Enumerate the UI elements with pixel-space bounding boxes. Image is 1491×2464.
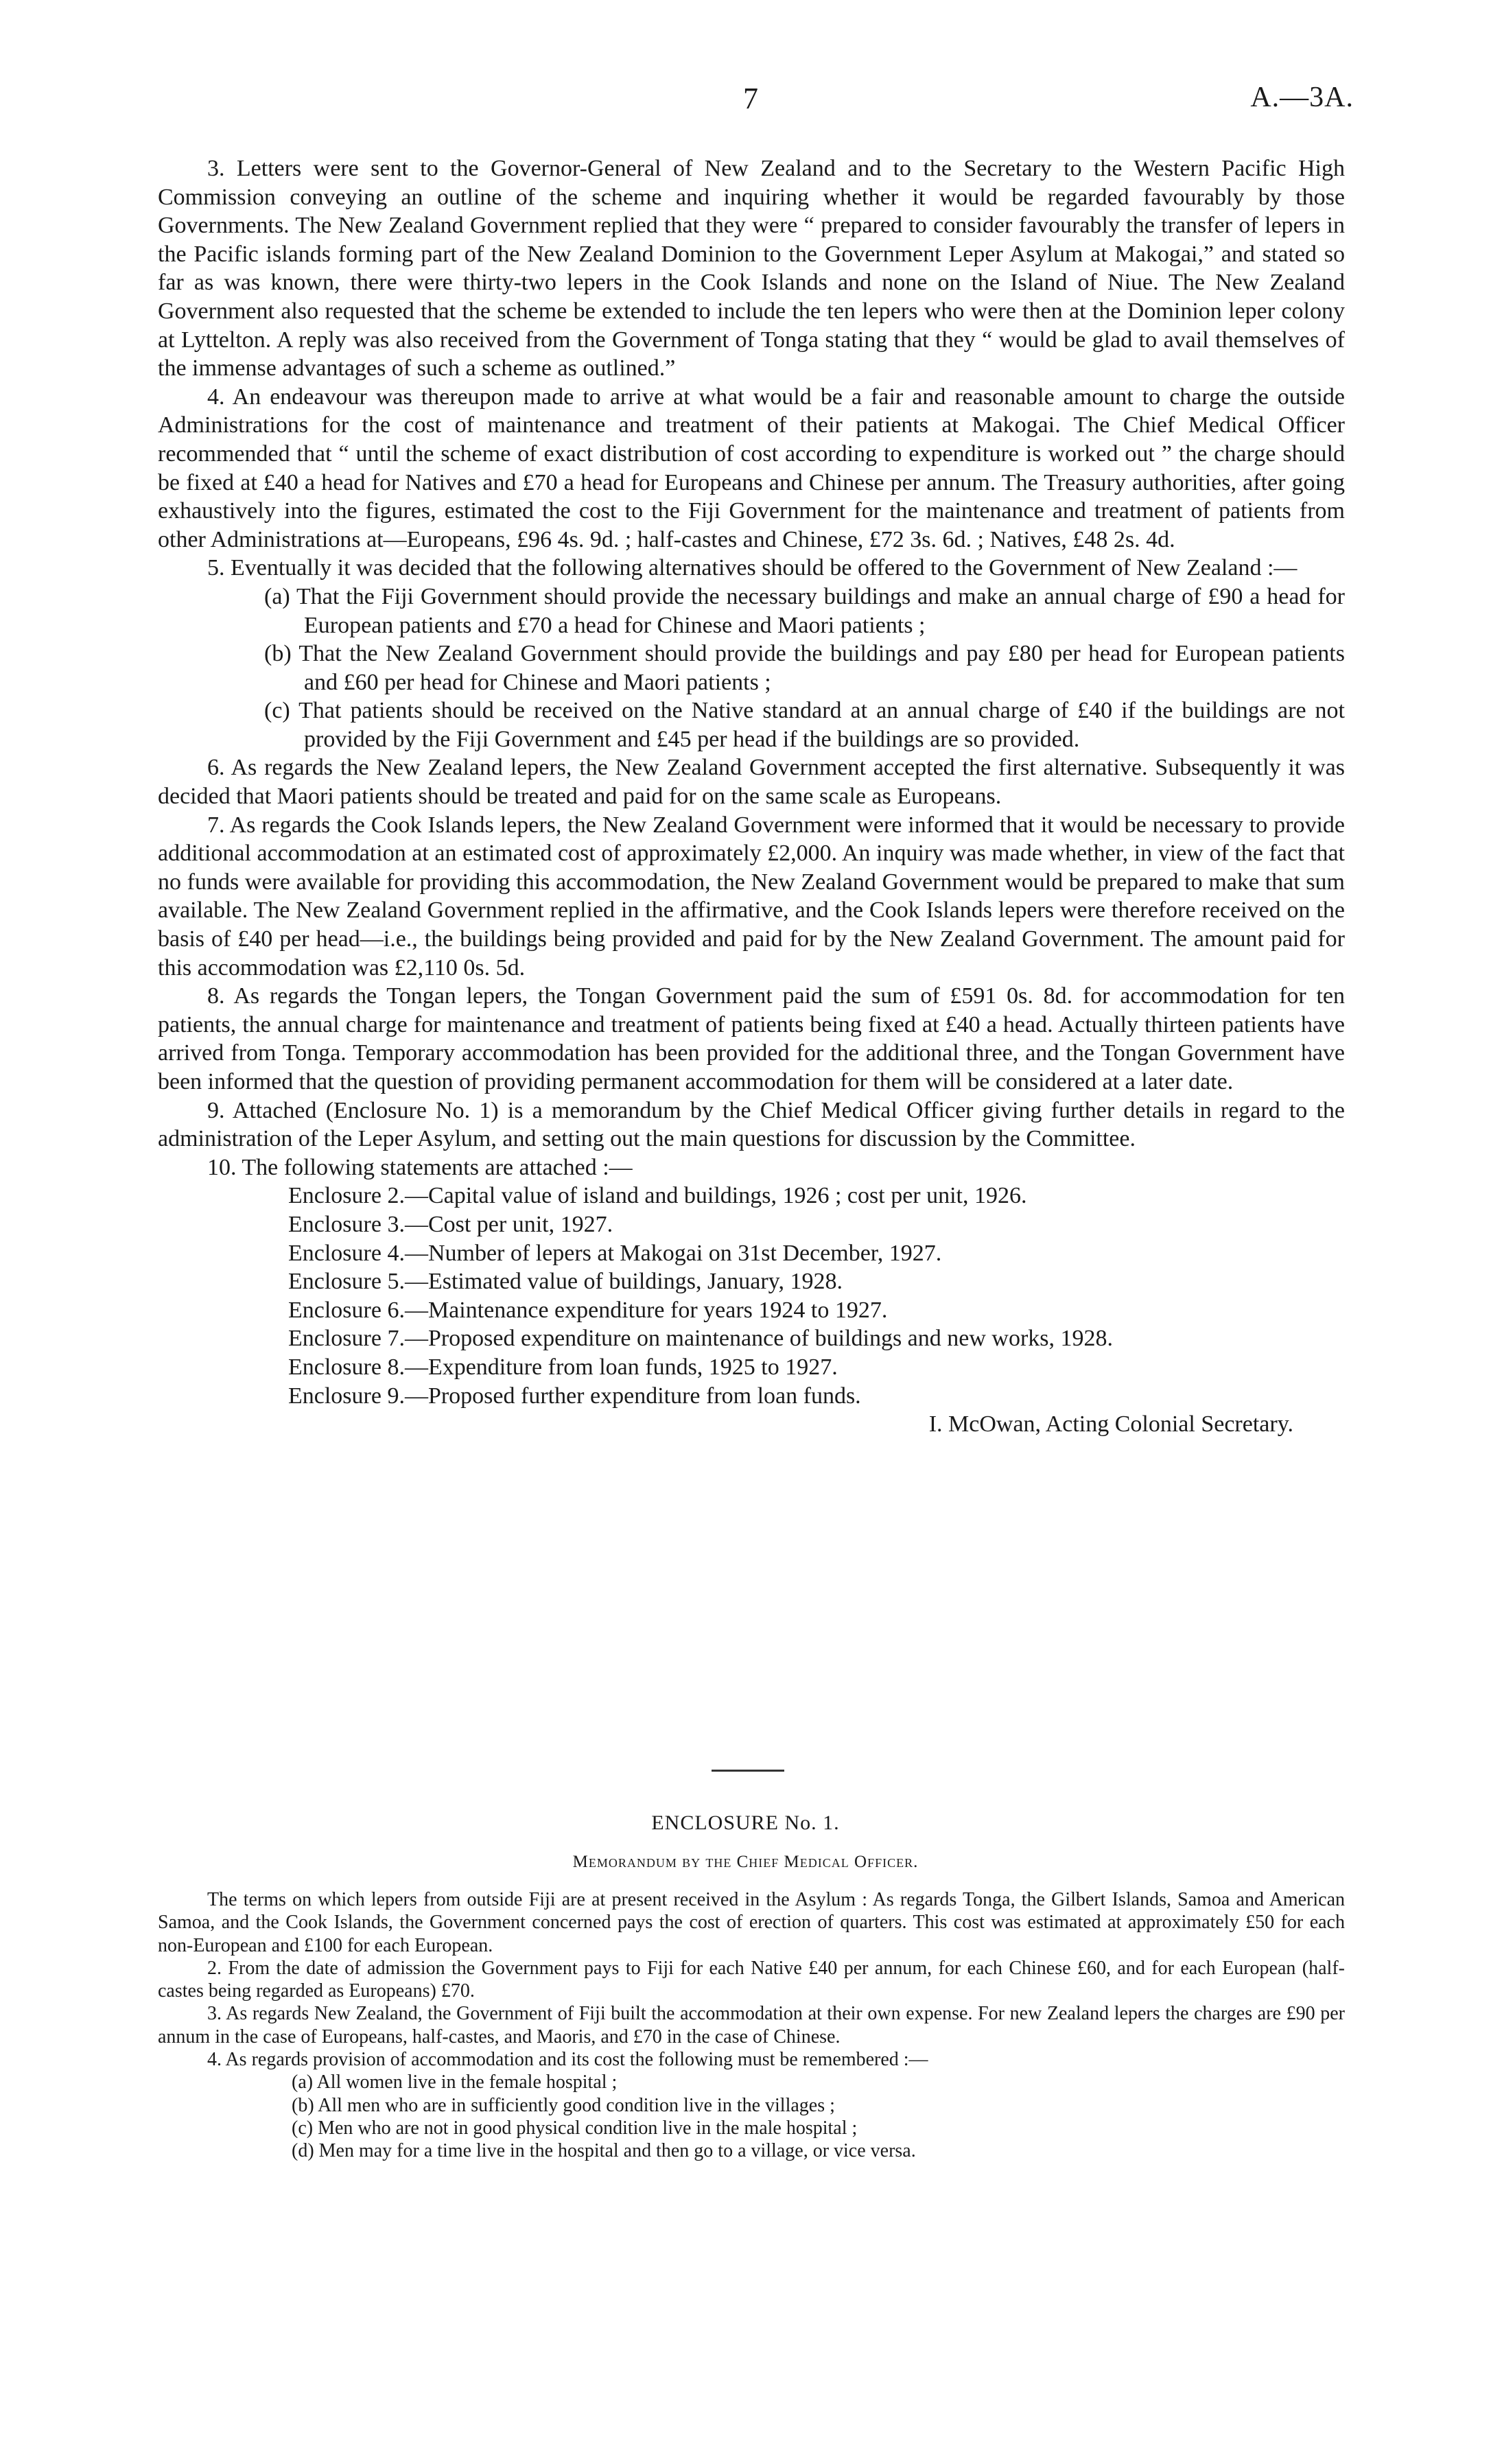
memorandum-body [158,1888,1345,2163]
enclosure-title: ENCLOSURE No. 1. [651,1811,840,1834]
memo-paragraph-4: 4. As regards provision of accommodation and its cost the following must be remembered :— [207,2049,928,2071]
paragraph-5: 5. Eventually it was decided that the following alternatives should be offered to the Government of New Zealand :— [207,555,1298,581]
paragraph-8: 8. As regards the Tongan lepers, the Tongan Government paid the sum of £591 0s. 8d. for accommodation for ten patients, the annual charge for maintenance and treatment of patients being fixed at £40 a head. Actually thirteen patients have arrived from Tonga. Temporary accommodation has been provided for the additional three, and the Tongan Government have been informed that the question of providing permanent accommodation for them will be considered at a later date. [158,983,1345,1094]
enclosure-item: Enclosure 8.—Expenditure from loan funds, 1925 to 1927. [288,1354,838,1380]
paragraph-7: 7. As regards the Cook Islands lepers, the New Zealand Government were informed that it would be necessary to provide additional accommodation at an estimated cost of approximately £2,000. An inquiry was made whether, in view of the fact that no funds were available for providing this accommodation, the New Zealand Government would be prepared to make that sum available. The New Zealand Government replied in the affirmative, and the Cook Islands lepers were therefore received on the basis of £40 per head—i.e., the buildings being provided and paid for by the New Zealand Government. The amount paid for this accommodation was £2,110 0s. 5d. [158,812,1345,981]
alternative-b: (b) That the New Zealand Government should provide the buildings and pay £80 per head for European patients and £60 per head for Chinese and Maori patients ; [264,641,1345,695]
enclosure-item: Enclosure 5.—Estimated value of buildings, January, 1928. [288,1269,843,1295]
enclosure-item: Enclosure 2.—Capital value of island and buildings, 1926 ; cost per unit, 1926. [288,1183,1027,1209]
enclosure-item: Enclosure 4.—Number of lepers at Makogai on 31st December, 1927. [288,1240,942,1266]
enclosure-item: Enclosure 3.—Cost per unit, 1927. [288,1211,613,1237]
section-divider [712,1770,784,1772]
memo-paragraph-3: 3. As regards New Zealand, the Government of Fiji built the accommodation at their own expense. For new Zealand lepers the charges are £90 per annum in the case of Europeans, half-castes, and Maoris, and £70 in the case of Chinese. [158,2003,1345,2048]
paragraph-6: 6. As regards the New Zealand lepers, the New Zealand Government accepted the first alternative. Subsequently it was decided that Maori patients should be treated and paid for on the same scale as Europeans. [158,755,1345,810]
memo-list-item: (d) Men may for a time live in the hospital and then go to a village, or vice versa. [292,2140,916,2162]
enclosure-item: Enclosure 6.—Maintenance expenditure for years 1924 to 1927. [288,1297,888,1323]
memo-list-item: (a) All women live in the female hospital ; [292,2072,618,2093]
paragraph-4: 4. An endeavour was thereupon made to arrive at what would be a fair and reasonable amount to charge the outside Administrations for the cost of maintenance and treatment of their patients at Makogai. The Chief Medical Officer recommended that “ until the scheme of exact distribution of cost according to expenditure is worked out ” the charge should be fixed at £40 a head for Natives and £70 a head for Europeans and Chinese per annum. The Treasury authorities, after going exhaustively into the figures, estimated the cost to the Fiji Government for the maintenance and treatment of patients from other Administrations at—Europeans, £96 4s. 9d. ; half-castes and Chinese, £72 3s. 6d. ; Natives, £48 2s. 4d. [158,384,1345,552]
memo-list-item: (b) All men who are in sufficiently good condition live in the villages ; [292,2094,835,2116]
page-header [0,81,1491,122]
enclosure-list [158,1182,1345,1410]
memo-paragraph-2: 2. From the date of admission the Government pays to Fiji for each Native £40 per annum, for each Chinese £60, and for each European (half-castes being regarded as Europeans) £70. [158,1957,1345,2002]
alternative-a: (a) That the Fiji Government should provide the necessary buildings and make an annual charge of £90 a head for European patients and £70 a head for Chinese and Maori patients ; [264,583,1345,638]
alternative-c: (c) That patients should be received on the Native standard at an annual charge of £40 if the buildings are not provided by the Fiji Government and £45 per head if the buildings are so provided. [264,698,1345,752]
memo-paragraph-1: The terms on which lepers from outside Fiji are at present received in the Asylum : As regards Tonga, the Gilbert Islands, Samoa and American Samoa, and the Cook Islands, the Government concerned pays the cost of erection of quarters. This cost was estimated at approximately £50 for each non-European and £100 for each European. [158,1889,1345,1956]
signature: I. McOwan, Acting Colonial Secretary. [928,1411,1293,1438]
main-body [158,154,1345,1439]
enclosure-item: Enclosure 7.—Proposed expenditure on maintenance of buildings and new works, 1928. [288,1326,1114,1352]
page-number: 7 [743,82,758,115]
paragraph-9: 9. Attached (Enclosure No. 1) is a memorandum by the Chief Medical Officer giving further details in regard to the administration of the Leper Asylum, and setting out the main questions for discussion by the Committee. [158,1097,1345,1152]
paragraph-3: 3. Letters were sent to the Governor-General of New Zealand and to the Secretary to the Western Pacific High Commission conveying an outline of the scheme and inquiring whether it would be regarded favourably by those Governments. The New Zealand Government replied that they were “ prepared to consider favourably the transfer of lepers in the Pacific islands forming part of the New Zealand Dominion to the Government Leper Asylum at Makogai,” and stated so far as was known, there were thirty-two lepers in the Cook Islands and none on the Island of Niue. The New Zealand Government also requested that the scheme be extended to include the ten lepers who were then at the Dominion leper colony at Lyttelton. A reply was also received from the Government of Tonga stating that they “ would be glad to avail themselves of the immense advantages of such a scheme as outlined.” [158,156,1345,382]
memorandum-title: Memorandum by the Chief Medical Officer. [572,1853,919,1871]
memo-list-item: (c) Men who are not in good physical condition live in the male hospital ; [292,2117,858,2139]
paragraph-10: 10. The following statements are attached :— [207,1154,633,1180]
enclosure-item: Enclosure 9.—Proposed further expenditure from loan funds. [288,1383,861,1409]
document-reference: A.—3A. [1250,82,1354,113]
